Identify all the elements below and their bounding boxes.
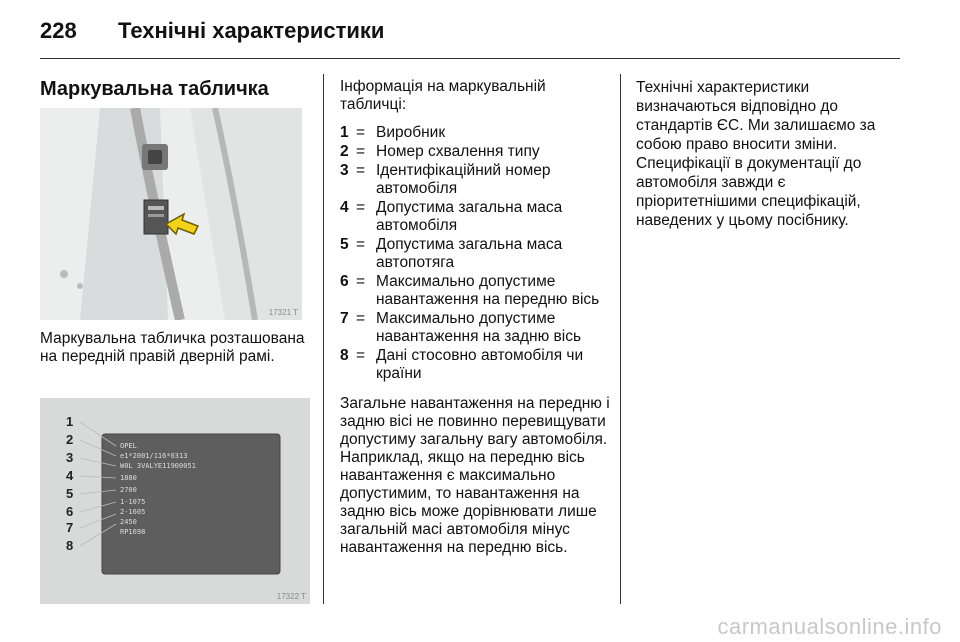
legend-item [340, 236, 610, 272]
callout-6: 6 [66, 504, 74, 519]
plate-figure [40, 398, 310, 604]
legend-eq: = [356, 273, 366, 290]
legend-eq: = [356, 199, 366, 216]
page-header-title: Технічні характеристики [118, 18, 385, 43]
legend-eq: = [356, 310, 366, 327]
load-paragraph: Загальне навантаження на передню і задню вісі не повинно перевищувати допустиму загальну вагу автомобіля. Наприклад, якщо на передню вісь навантаження є максимально допустимим, то навантаження на задню вісь може дорівнювати лише загальній масі автомобіля мінус навантаження на передню вісь. [340, 395, 610, 556]
legend-num: 3 [340, 162, 349, 179]
legend-intro: Інформація на маркувальній табличці: [340, 78, 546, 113]
specs-paragraph: Технічні характеристики визначаються відповідно до стандартів ЄС. Ми залишаємо за собою право вносити зміни. Специфікації в документації до автомобіля завжди є пріоритетнішими специфікацій, наведених у цьому посібнику. [636, 79, 876, 229]
page-number: 228 [40, 18, 77, 43]
legend-eq: = [356, 162, 366, 179]
legend-eq: = [356, 236, 366, 253]
legend-num: 5 [340, 236, 349, 253]
plate-line: 1880 [120, 474, 137, 482]
legend-item [340, 143, 610, 161]
column-divider [620, 74, 621, 604]
watermark: carmanualsonline.info [717, 614, 942, 639]
section-title: Маркувальна табличка [40, 78, 269, 100]
legend-text: Номер схвалення типу [376, 143, 540, 160]
callout-7: 7 [66, 520, 74, 535]
legend-text: Допустима загальна маса автомобіля [376, 199, 563, 234]
legend-text: Виробник [376, 124, 446, 141]
legend-item [340, 273, 610, 309]
legend-item [340, 310, 610, 346]
legend-text: Максимально допустиме навантаження на задню вісь [376, 310, 582, 345]
legend-item [340, 199, 610, 235]
callout-3: 3 [66, 450, 74, 465]
legend-num: 2 [340, 143, 349, 160]
column-3 [636, 78, 898, 230]
legend-num: 1 [340, 124, 349, 141]
figure-id: 17321 T [268, 308, 298, 317]
plate-line: e1*2001/116*0313 [120, 452, 188, 460]
callout-2: 2 [66, 432, 74, 447]
plate-line: OPEL [120, 442, 137, 450]
door-frame-photo [40, 108, 302, 320]
callout-1: 1 [66, 414, 74, 429]
legend-item [340, 347, 610, 383]
legend-num: 8 [340, 347, 349, 364]
legend-item [340, 162, 610, 198]
callout-8: 8 [66, 538, 74, 553]
legend-text: Допустима загальна маса автопотяга [376, 236, 563, 271]
legend-text: Ідентифікаційний номер автомобіля [376, 162, 551, 197]
legend-num: 6 [340, 273, 349, 290]
legend-eq: = [356, 347, 366, 364]
legend-num: 4 [340, 199, 349, 216]
legend-num: 7 [340, 310, 349, 327]
plate-line: 1-1075 [120, 498, 146, 506]
legend-text: Максимально допустиме навантаження на передню вісь [376, 273, 600, 308]
plate-line: W0L 3VALYE11900051 [120, 462, 196, 470]
figure-id: 17322 T [276, 592, 306, 601]
legend-text: Дані стосовно автомобіля чи країни [376, 347, 584, 382]
callout-5: 5 [66, 486, 74, 501]
plate-line: 2-1605 [120, 508, 146, 516]
legend-item [340, 124, 610, 142]
legend-list [340, 124, 610, 383]
column-2 [340, 78, 610, 567]
header-rule [40, 58, 900, 59]
plate-line: 2700 [120, 486, 137, 494]
legend-eq: = [356, 124, 366, 141]
plate-line: RP1698 [120, 528, 146, 536]
door-frame-illustration [40, 108, 302, 320]
callout-4: 4 [66, 468, 74, 483]
legend-eq: = [356, 143, 366, 160]
plate-line: 2450 [120, 518, 137, 526]
figure-caption: Маркувальна табличка розташована на передній правій дверній рамі. [40, 330, 305, 365]
plate-illustration [40, 398, 310, 604]
column-divider [323, 74, 324, 604]
